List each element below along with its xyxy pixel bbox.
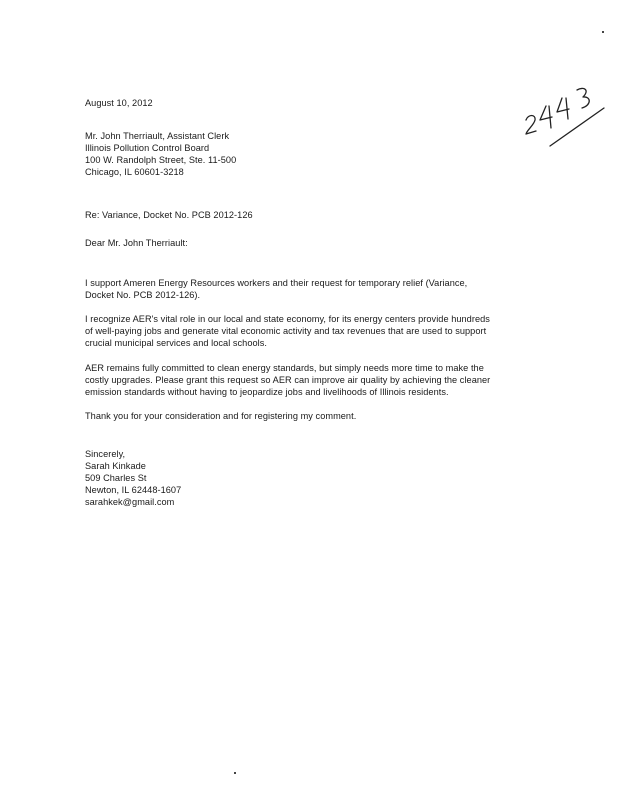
recipient-address — [85, 130, 236, 178]
paragraph-commitment: AER remains fully committed to clean energy standards, but simply needs more time to make the costly upgrades. Please grant this request so AER can improve air quality by achieving the cleaner emission standards without having to jeopardize jobs and livelihoods of Illinois residents. — [85, 363, 491, 397]
sender-email: sarahkek@gmail.com — [85, 497, 175, 507]
recipient-name: Mr. John Therriault, Assistant Clerk — [85, 131, 230, 141]
salutation: Dear Mr. John Therriault: — [85, 238, 188, 248]
subject-line: Re: Variance, Docket No. PCB 2012-126 — [85, 210, 253, 220]
sender-city: Newton, IL 62448-1607 — [85, 485, 182, 495]
sender-street: 509 Charles St — [85, 473, 147, 483]
sender-name: Sarah Kinkade — [85, 461, 146, 471]
scan-speck-bottom — [234, 772, 236, 774]
paragraph-thanks: Thank you for your consideration and for registering my comment. — [85, 411, 357, 421]
handwritten-digit-4a — [540, 106, 552, 128]
paragraph-support: I support Ameren Energy Resources workers and their request for temporary relief (Variance, Docket No. PCB 2012-126). — [85, 278, 468, 300]
recipient-city: Chicago, IL 60601-3218 — [85, 167, 184, 177]
scan-speck-top — [602, 31, 604, 33]
signature-block — [85, 448, 181, 508]
recipient-organization: Illinois Pollution Control Board — [85, 143, 210, 153]
paragraph-economy: I recognize AER's vital role in our local and state economy, for its energy centers provide hundreds of well-paying jobs and generate vital economic activity and tax revenues that are used to support crucial municipal services and local schools. — [85, 314, 490, 348]
letter-date: August 10, 2012 — [85, 98, 153, 108]
handwritten-digit-3 — [577, 88, 589, 108]
recipient-street: 100 W. Randolph Street, Ste. 11-500 — [85, 155, 237, 165]
closing: Sincerely, — [85, 449, 126, 459]
handwritten-underline — [550, 108, 604, 146]
handwritten-digit-2 — [526, 116, 536, 135]
handwritten-digit-4b — [557, 98, 569, 119]
handwritten-number-annotation — [520, 76, 610, 156]
